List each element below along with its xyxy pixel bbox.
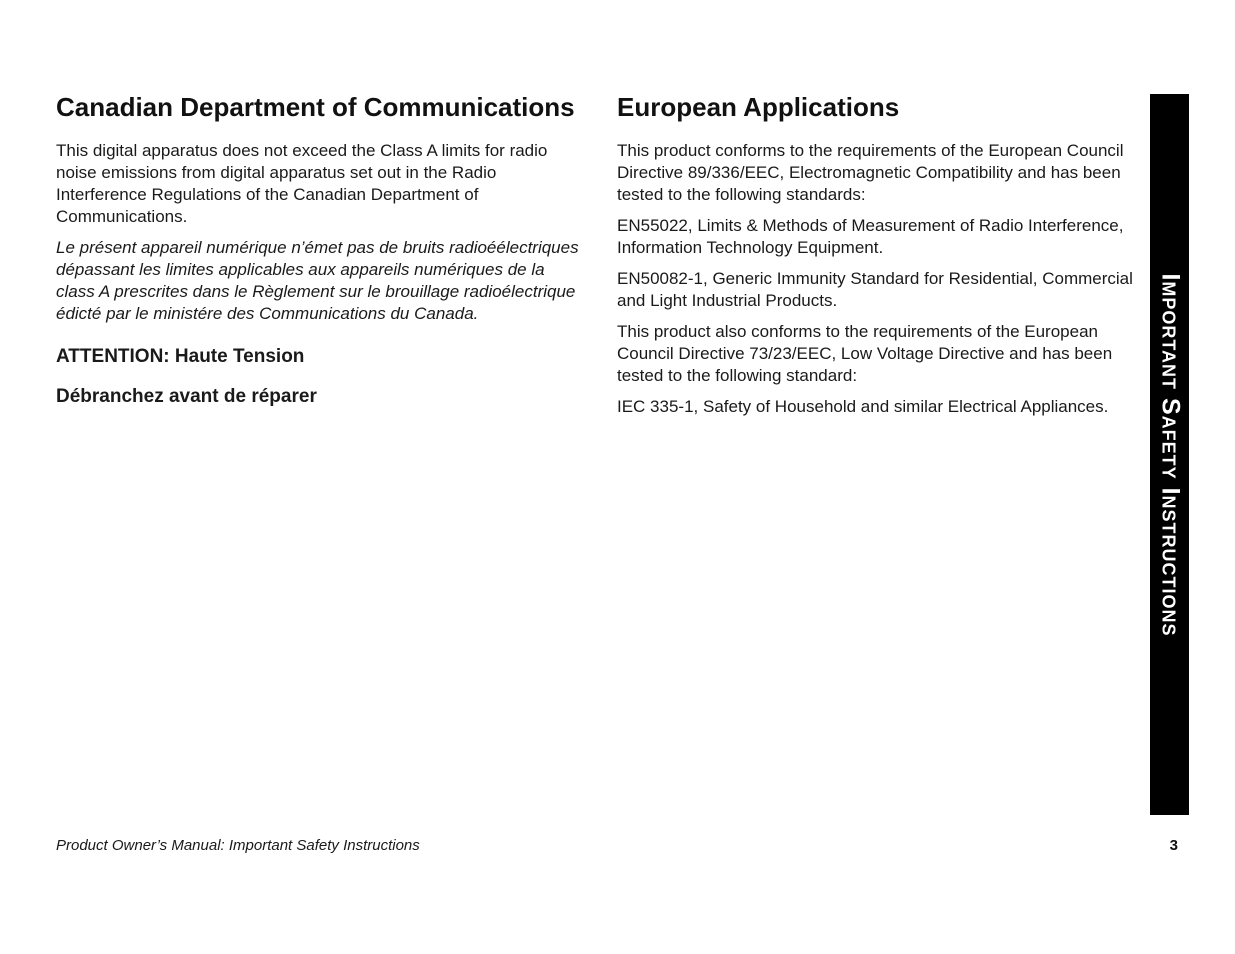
warning-unplug: Débranchez avant de réparer [56, 386, 317, 407]
canadian-heading: Canadian Department of Communications [56, 92, 575, 122]
european-section [617, 90, 1142, 427]
canadian-section [56, 90, 581, 425]
page-footer [56, 836, 1178, 856]
european-paragraph: This product conforms to the requirements of the European Council Directive 89/336/EEC, Electromagnetic Compatibility and has been tested to the following standards: [617, 141, 1124, 204]
canadian-paragraph-english: This digital apparatus does not exceed the Class A limits for radio noise emissions from digital apparatus set out in the Radio Interference Regulations of the Canadian Department of Communications. [56, 141, 548, 226]
page-number: 3 [1169, 837, 1178, 854]
section-side-tab [1150, 94, 1189, 815]
european-paragraph: IEC 335-1, Safety of Household and similar Electrical Appliances. [617, 397, 1109, 416]
side-tab-label: Important Safety Instructions [1156, 272, 1184, 637]
european-paragraph: EN50082-1, Generic Immunity Standard for Residential, Commercial and Light Industrial Products. [617, 269, 1133, 310]
warning-high-voltage: ATTENTION: Haute Tension [56, 346, 305, 367]
canadian-paragraph-french: Le présent appareil numérique n’émet pas de bruits radioéélectriques dépassant les limites applicables aux appareils numériques de la class A prescrites dans le Règlement sur le brouillage radioélectrique édicté par le ministére des Communications du Canada. [56, 238, 579, 323]
european-heading: European Applications [617, 92, 900, 122]
european-paragraph: EN55022, Limits & Methods of Measurement of Radio Interference, Information Technology Equipment. [617, 216, 1124, 257]
footer-title: Product Owner’s Manual: Important Safety Instructions [56, 837, 420, 854]
european-paragraph: This product also conforms to the requirements of the European Council Directive 73/23/EEC, Low Voltage Directive and has been tested to the following standard: [617, 322, 1113, 385]
